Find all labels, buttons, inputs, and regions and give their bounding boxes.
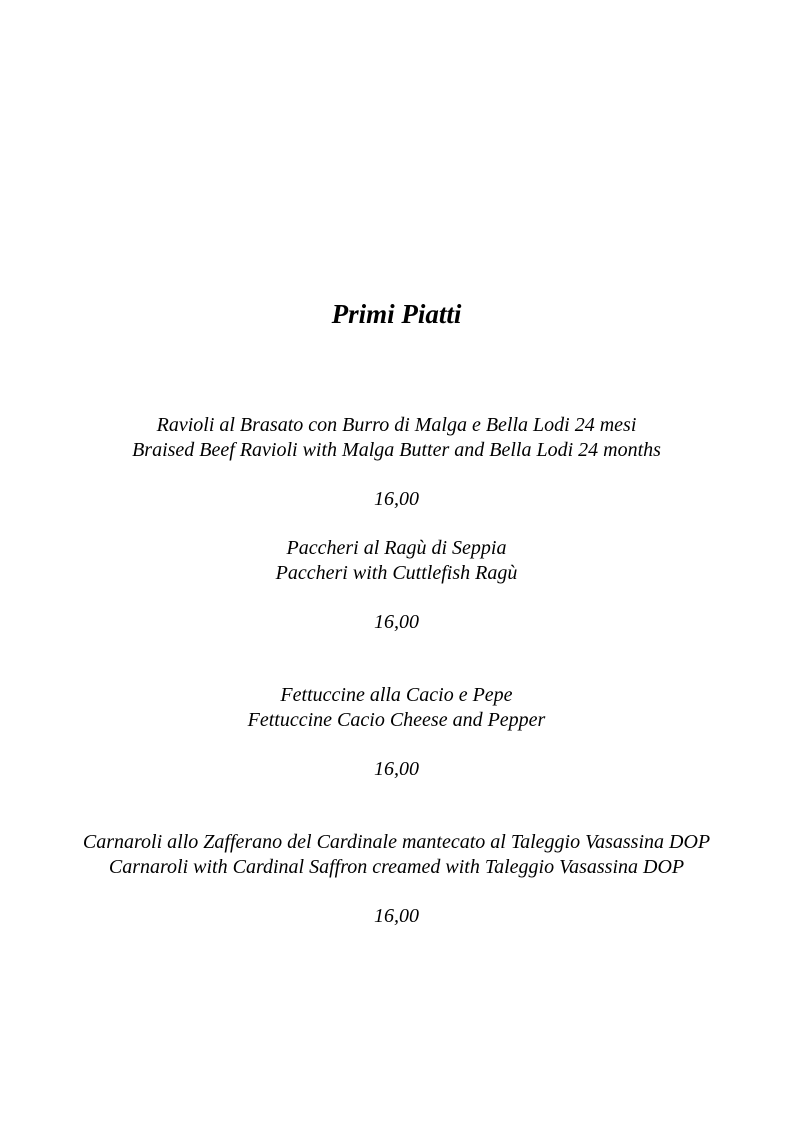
menu-item — [0, 536, 793, 635]
dish-name-english: Fettuccine Cacio Cheese and Pepper — [247, 709, 546, 731]
dish-price: 16,00 — [374, 905, 419, 927]
dish-name-english: Paccheri with Cuttlefish Ragù — [275, 562, 518, 584]
dish-name-italian: Paccheri al Ragù di Seppia — [286, 537, 507, 559]
dish-name-english: Carnaroli with Cardinal Saffron creamed with Taleggio Vasassina DOP — [108, 856, 685, 878]
dish-name-italian: Fettuccine alla Cacio e Pepe — [280, 684, 513, 706]
section-title: Primi Piatti — [331, 299, 462, 329]
dish-name-english: Braised Beef Ravioli with Malga Butter and Bella Lodi 24 months — [132, 439, 661, 461]
dish-price: 16,00 — [374, 758, 419, 780]
dish-price: 16,00 — [374, 488, 419, 510]
menu-item — [0, 413, 793, 512]
menu-item — [0, 830, 793, 929]
menu-item — [0, 683, 793, 782]
dish-price: 16,00 — [374, 611, 419, 633]
dish-name-italian: Carnaroli allo Zafferano del Cardinale mantecato al Taleggio Vasassina DOP — [82, 831, 711, 853]
dish-name-italian: Ravioli al Brasato con Burro di Malga e Bella Lodi 24 mesi — [156, 414, 637, 436]
